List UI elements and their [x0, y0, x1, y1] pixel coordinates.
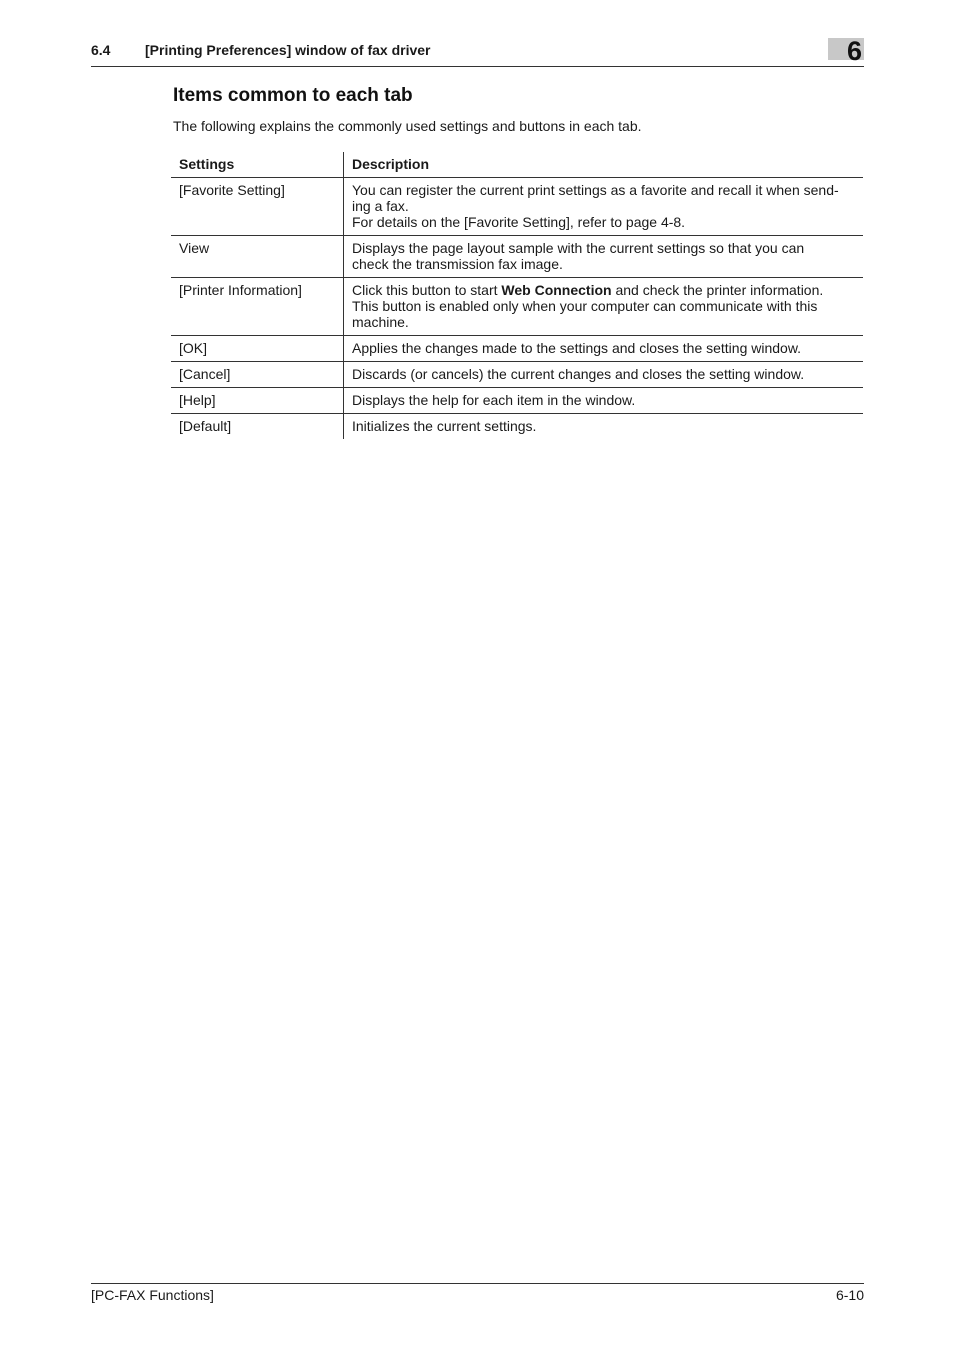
setting-name: [Help]: [171, 388, 344, 414]
description-line: This button is enabled only when your computer can communicate with this: [352, 298, 818, 314]
setting-name: [Favorite Setting]: [171, 178, 344, 236]
setting-name: [OK]: [171, 336, 344, 362]
footer-manual-title: [PC-FAX Functions]: [91, 1287, 214, 1303]
description-line: [352, 282, 855, 298]
description-line: machine.: [352, 314, 409, 330]
description-line: Applies the changes made to the settings and closes the setting window.: [352, 340, 802, 356]
table-header-row: [171, 152, 863, 178]
table-row: [171, 236, 863, 278]
settings-table: [171, 152, 863, 439]
setting-name: [Cancel]: [171, 362, 344, 388]
setting-description: [344, 278, 864, 336]
table-row: [171, 178, 863, 236]
setting-description: [344, 336, 864, 362]
setting-name: View: [171, 236, 344, 278]
description-line: check the transmission fax image.: [352, 256, 563, 272]
setting-description: [344, 362, 864, 388]
description-line: ing a fax.: [352, 198, 409, 214]
table-row: [171, 388, 863, 414]
table-row: [171, 362, 863, 388]
description-line: Initializes the current settings.: [352, 418, 537, 434]
table-row: [171, 336, 863, 362]
description-text: and check the printer information.: [611, 282, 824, 298]
table-row: [171, 414, 863, 440]
header-section-number: 6.4: [91, 42, 111, 58]
intro-text: The following explains the commonly used settings and buttons in each tab.: [173, 118, 642, 134]
description-line: Displays the help for each item in the window.: [352, 392, 636, 408]
setting-description: [344, 178, 864, 236]
page-footer: [91, 1283, 864, 1303]
description-line: You can register the current print settings as a favorite and recall it when send-: [352, 182, 839, 198]
header-section-title: [Printing Preferences] window of fax driver: [145, 42, 431, 58]
description-line: For details on the [Favorite Setting], refer to page 4-8.: [352, 214, 686, 230]
setting-name: [Default]: [171, 414, 344, 440]
page-number: 6-10: [835, 1287, 864, 1303]
setting-description: [344, 236, 864, 278]
column-header-description: Description: [344, 152, 864, 178]
section-heading: Items common to each tab: [173, 85, 413, 106]
table-row: [171, 278, 863, 336]
web-connection-term: Web Connection: [501, 282, 612, 298]
column-header-settings: Settings: [171, 152, 344, 178]
description-line: Displays the page layout sample with the current settings so that you can: [352, 240, 805, 256]
setting-description: [344, 388, 864, 414]
description-text: Click this button to start: [352, 282, 502, 298]
description-line: Discards (or cancels) the current changes and closes the setting window.: [352, 366, 805, 382]
chapter-number: 6: [846, 36, 862, 66]
page-header: [91, 38, 864, 67]
chapter-tab: [828, 36, 864, 66]
setting-description: [344, 414, 864, 440]
setting-name: [Printer Information]: [171, 278, 344, 336]
